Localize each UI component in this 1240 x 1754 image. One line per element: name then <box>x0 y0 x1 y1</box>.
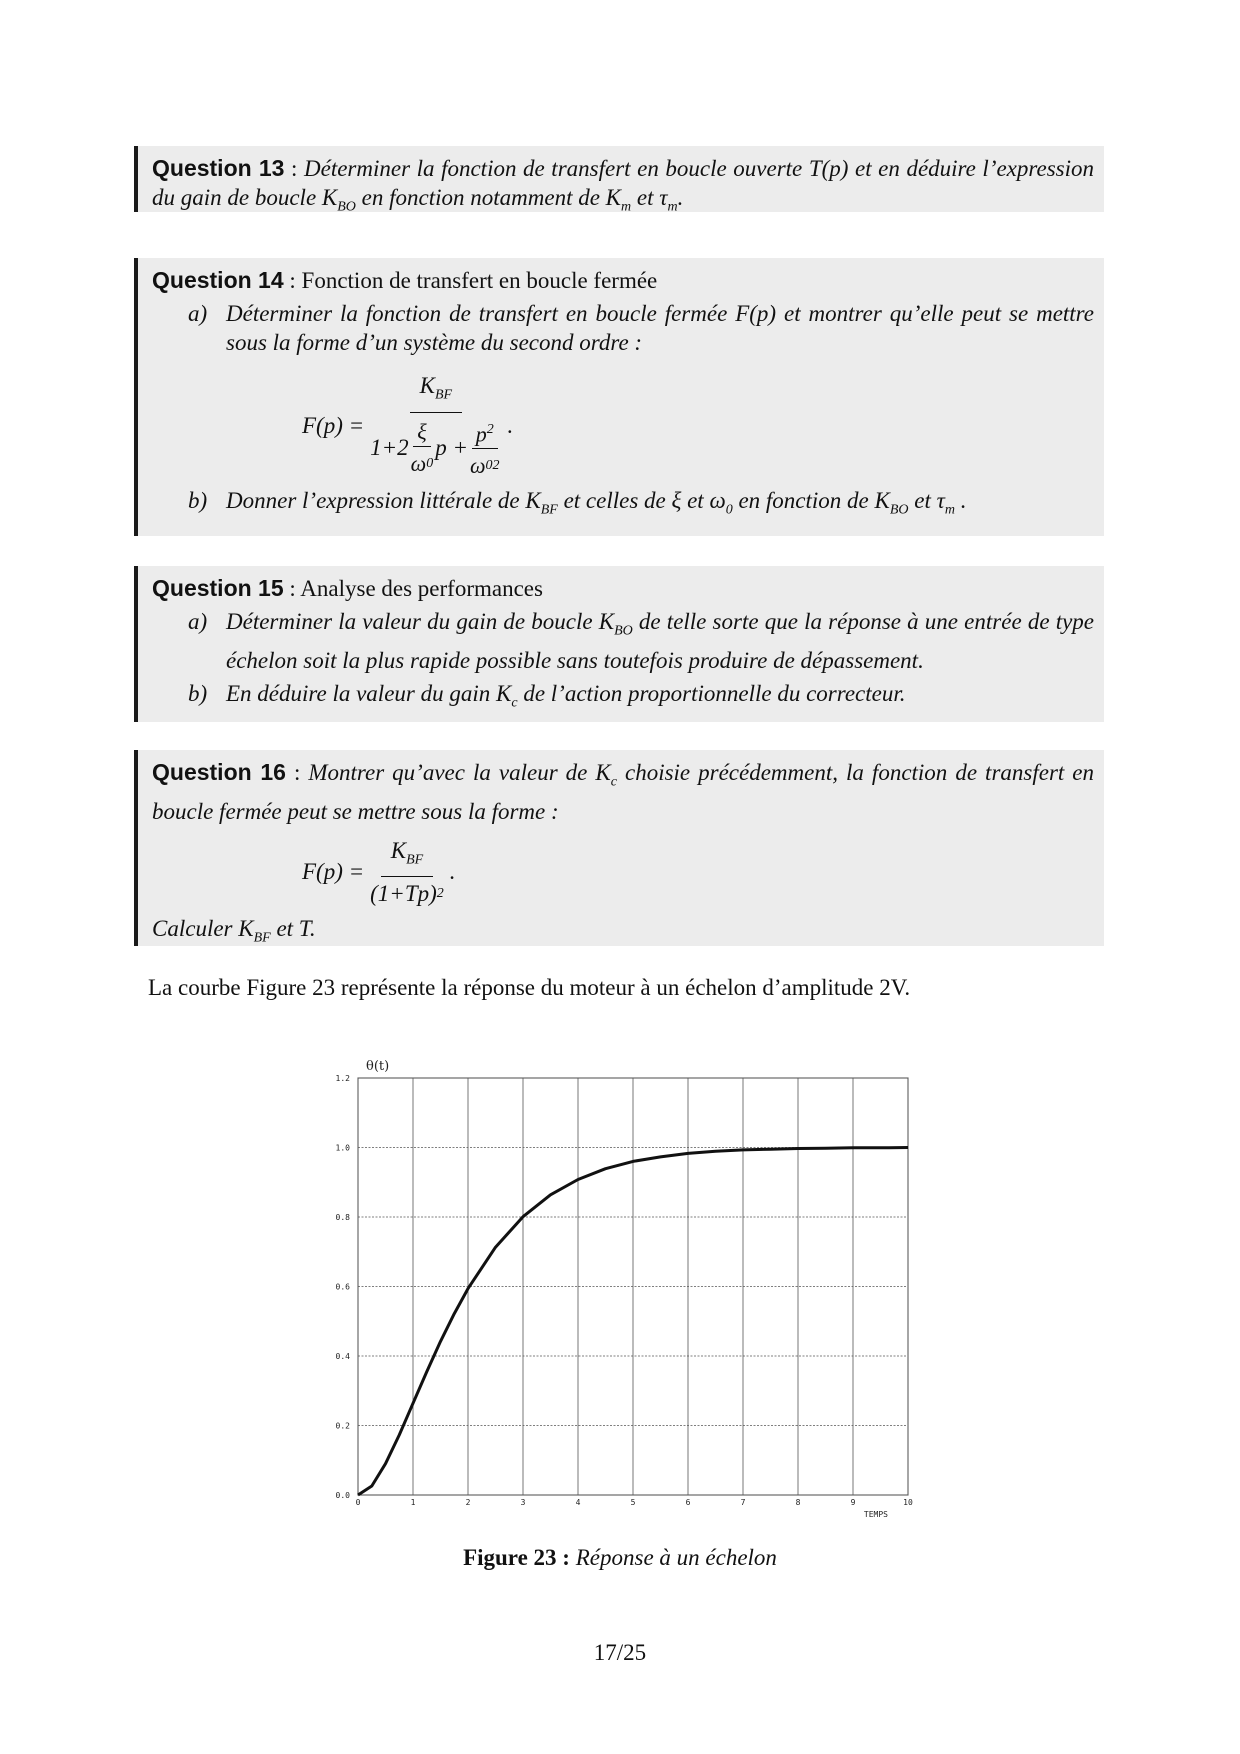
question-16-box <box>134 750 1104 946</box>
question-16-sep: : <box>285 760 309 785</box>
q16-formula-num-sub: BF <box>406 852 424 868</box>
q14-formula-fraction <box>370 371 501 480</box>
q14-formula-den1: 1+2 <box>370 434 409 460</box>
q16-t1: Montrer qu’avec la valeur de K <box>308 760 611 785</box>
page-number: 17/25 <box>593 1640 647 1665</box>
q16-t2: choisie précédemment, la fonction de transfert en boucle fermée peut se mettre sous la forme : <box>152 760 1095 824</box>
q16-calc <box>152 914 1094 953</box>
q14-formula-p2-frac <box>470 415 500 480</box>
x-tick-label: 6 <box>685 1498 691 1507</box>
q15-a-sub: BO <box>614 623 633 639</box>
q14-b-label: b) <box>188 487 208 513</box>
q14-formula-w0b-sup: 2 <box>492 457 500 473</box>
q14-b-t6: . <box>954 487 967 513</box>
q15-a-label: a) <box>188 609 208 634</box>
q14-b-w: ω <box>709 487 726 513</box>
x-tick-label: 2 <box>465 1498 471 1507</box>
q15-b-t2: de l’action proportionnelle du correcteur. <box>517 680 906 706</box>
q16-formula-den: (1+Tp) <box>370 881 437 907</box>
x-tick-label: 0 <box>355 1498 361 1507</box>
y-tick-label: 0.8 <box>335 1213 350 1222</box>
q15-b-label: b) <box>188 680 208 706</box>
q14-b-xi: ξ <box>671 487 682 513</box>
question-14-box <box>134 258 1104 536</box>
q16-calc-sub: BF <box>253 930 271 946</box>
q14-b-t1: Donner l’expression littérale de K <box>226 487 541 513</box>
q13-text4: . <box>677 185 684 210</box>
question-15-label: Question 15 <box>152 575 284 601</box>
q14-formula-p2: p <box>475 420 487 446</box>
q14-formula-p: p + <box>435 434 468 460</box>
y-tick-label: 0.4 <box>335 1352 350 1361</box>
y-tick-label: 1.0 <box>335 1143 350 1153</box>
x-tick-label: 7 <box>740 1498 746 1507</box>
q16-formula-end: . <box>449 859 456 885</box>
q13-text3: et <box>631 185 660 210</box>
x-tick-label: 3 <box>520 1498 526 1507</box>
q16-formula-num: K <box>390 837 407 863</box>
q15-b-sub: c <box>511 695 518 711</box>
q14-formula-w0: ω <box>410 450 427 476</box>
question-13-box <box>134 146 1104 215</box>
q16-kc-sub: c <box>610 774 617 790</box>
q15-a-t2: de telle sorte que la réponse à une entrée de type échelon soit la plus rapide possible sans toutefois produire de dépassement. <box>226 609 1095 673</box>
q15-a-t1: Déterminer la valeur du gain de boucle K <box>226 609 615 634</box>
question-14-title: Fonction de transfert en boucle fermée <box>301 268 658 293</box>
q14-b-t4: en fonction de K <box>732 487 890 513</box>
q14-a-label: a) <box>188 301 208 326</box>
y-tick-label: 0.0 <box>335 1491 350 1500</box>
q14-formula-end: . <box>507 412 514 438</box>
q13-tau-sub: m <box>667 199 678 215</box>
q16-formula-den-sup: 2 <box>436 886 444 902</box>
q14-formula <box>302 371 1094 480</box>
q14-formula-num-sub: BF <box>434 387 453 403</box>
q14-b-t3: et <box>681 487 710 513</box>
q16-calc2: et T. <box>270 916 316 942</box>
q13-text2: en fonction notamment de K <box>355 185 622 210</box>
q14-formula-w0-sub: 0 <box>426 455 434 471</box>
x-tick-label: 4 <box>575 1498 581 1507</box>
y-tick-label: 1.2 <box>335 1074 350 1083</box>
caption-text: Réponse à un échelon <box>575 1545 777 1570</box>
q16-formula-lhs: F(p) = <box>302 859 365 885</box>
caption-label: Figure 23 : <box>463 1545 570 1570</box>
question-15-item-a <box>188 607 1094 675</box>
question-16-label: Question 16 <box>152 759 286 785</box>
q14-a-text: Déterminer la fonction de transfert en boucle fermée F(p) et montrer qu’elle peut se mettre sous la forme d’un système du second ordre : <box>226 301 1094 355</box>
q14-b-t5: et <box>908 487 937 513</box>
q14-formula-xi: ξ <box>413 417 430 447</box>
q16-calc1: Calculer K <box>152 916 254 942</box>
question-15-title: Analyse des performances <box>300 576 543 601</box>
q14-formula-w0b: ω <box>470 452 486 478</box>
x-tick-label: 1 <box>410 1498 416 1507</box>
q14-b-w-sub: 0 <box>725 502 733 518</box>
question-14-item-b <box>188 486 1094 525</box>
x-tick-label: 9 <box>850 1498 856 1507</box>
question-14-item-a <box>188 299 1094 357</box>
q14-formula-num: K <box>419 373 435 398</box>
q14-b-t2: et celles de <box>557 487 672 513</box>
q14-b-s1: BF <box>540 502 558 518</box>
y-tick-label: 0.6 <box>335 1282 350 1292</box>
q13-km-sub: m <box>621 199 632 215</box>
q13-kbo-sub: BO <box>337 199 356 215</box>
y-axis-label: θ(t) <box>366 1059 390 1074</box>
question-14-sep: : <box>283 268 302 293</box>
q14-formula-w0b-sub: 0 <box>485 457 493 473</box>
figure-caption <box>0 1545 1240 1571</box>
q14-b-tau-sub: m <box>944 502 955 518</box>
q14-formula-lhs: F(p) = <box>302 412 365 438</box>
question-15-sep: : <box>283 576 301 601</box>
q15-b-t1: En déduire la valeur du gain K <box>226 680 512 706</box>
chart-svg <box>310 1040 930 1520</box>
q13-kbo: K <box>321 185 338 210</box>
q14-b-tau: τ <box>936 487 945 513</box>
y-tick-label: 0.2 <box>335 1421 350 1431</box>
question-15-item-b <box>188 679 1094 718</box>
q16-formula <box>302 836 1094 909</box>
step-response-chart <box>310 1040 930 1525</box>
q13-text1: Déterminer la fonction de transfert en boucle ouverte T(p) et en déduire l’expression du gain de boucle <box>152 156 1094 210</box>
q16-formula-fraction <box>370 836 444 909</box>
question-13-label: Question 13 <box>152 155 285 181</box>
question-15-box <box>134 566 1104 722</box>
q14-b-s2: BO <box>889 502 909 518</box>
figure-intro-paragraph: La courbe Figure 23 représente la réponse du moteur à un échelon d’amplitude 2V. <box>148 975 911 1000</box>
x-tick-label: 5 <box>630 1498 636 1507</box>
question-14-label: Question 14 <box>152 267 284 293</box>
q14-formula-p2-sup: 2 <box>486 421 494 437</box>
x-axis-label: TEMPS <box>863 1510 888 1519</box>
question-13-sep: : <box>284 156 305 181</box>
x-tick-label: 10 <box>903 1498 913 1507</box>
q13-tau: τ <box>659 185 668 210</box>
q14-formula-xi-frac <box>411 417 434 478</box>
x-tick-label: 8 <box>795 1498 801 1507</box>
